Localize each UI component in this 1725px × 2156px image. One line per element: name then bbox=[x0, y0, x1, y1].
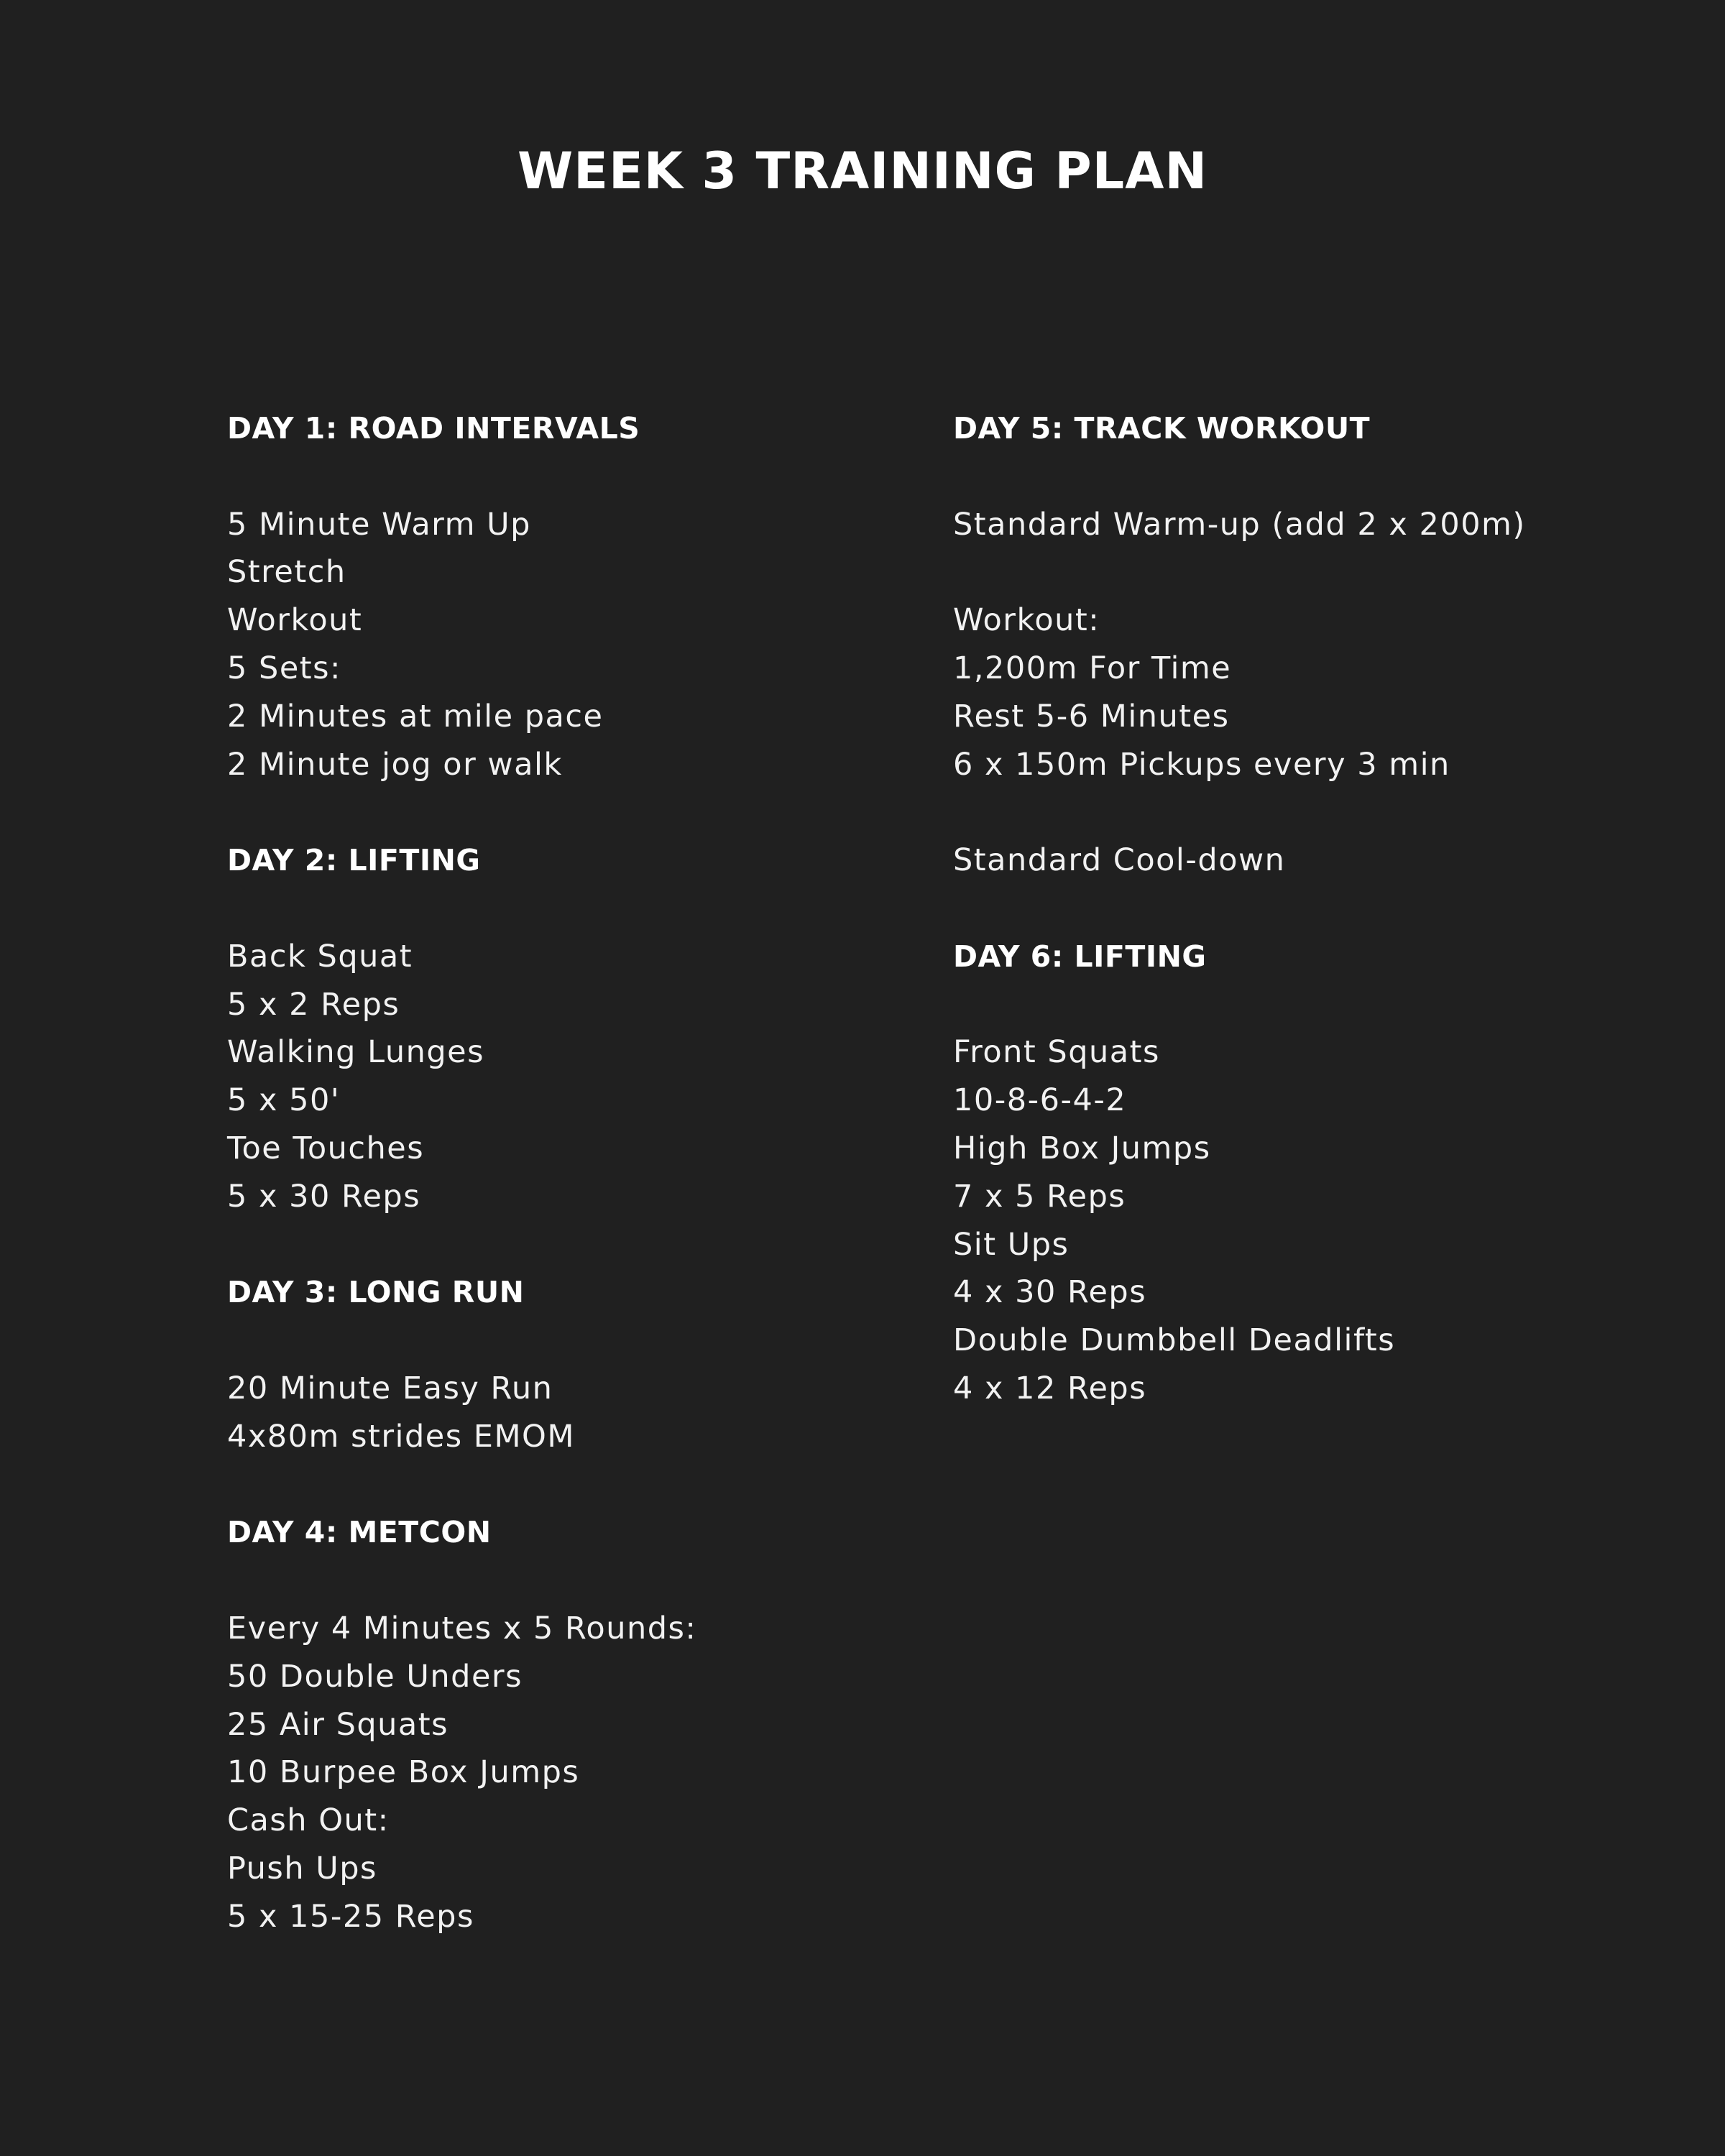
day-1-line: Stretch bbox=[227, 554, 346, 591]
spacer bbox=[227, 453, 932, 501]
day-6-heading: DAY 6: LIFTING bbox=[953, 939, 1207, 974]
day-4-line: 25 Air Squats bbox=[227, 1706, 449, 1743]
spacer bbox=[953, 453, 1657, 501]
day-6-line: 10-8-6-4-2 bbox=[953, 1082, 1127, 1119]
left-column bbox=[227, 405, 932, 1941]
day-6-line: High Box Jumps bbox=[953, 1130, 1211, 1166]
day-6-line: Double Dumbbell Deadlifts bbox=[953, 1322, 1396, 1359]
page-title: WEEK 3 TRAINING PLAN bbox=[517, 142, 1208, 201]
spacer bbox=[227, 1557, 932, 1605]
day-4-line: 10 Burpee Box Jumps bbox=[227, 1754, 580, 1791]
day-4-line: Push Ups bbox=[227, 1850, 377, 1886]
day-1-line: 2 Minutes at mile pace bbox=[227, 698, 604, 734]
day-6-line: 4 x 30 Reps bbox=[953, 1274, 1147, 1311]
day-4-line: 50 Double Unders bbox=[227, 1658, 523, 1695]
day-5-line: Standard Warm-up (add 2 x 200m) bbox=[953, 506, 1526, 543]
spacer bbox=[227, 788, 932, 837]
day-2-heading: DAY 2: LIFTING bbox=[227, 843, 481, 878]
day-2-line: 5 x 2 Reps bbox=[227, 986, 400, 1023]
day-5-line bbox=[953, 788, 1657, 837]
day-2-line: 5 x 50' bbox=[227, 1082, 341, 1119]
day-5-line: Workout: bbox=[953, 602, 1100, 639]
spacer bbox=[953, 885, 1657, 933]
day-5-heading: DAY 5: TRACK WORKOUT bbox=[953, 411, 1371, 446]
right-column bbox=[953, 405, 1657, 1413]
spacer bbox=[227, 1317, 932, 1365]
day-5-line bbox=[953, 548, 1657, 596]
day-4-line: 5 x 15-25 Reps bbox=[227, 1898, 474, 1935]
day-4-line: Every 4 Minutes x 5 Rounds: bbox=[227, 1610, 697, 1646]
spacer bbox=[227, 1221, 932, 1269]
day-1-line: 2 Minute jog or walk bbox=[227, 746, 563, 783]
day-6-line: Front Squats bbox=[953, 1034, 1160, 1071]
day-3-line: 4x80m strides EMOM bbox=[227, 1418, 576, 1455]
spacer bbox=[953, 981, 1657, 1029]
day-1-line: Workout bbox=[227, 602, 363, 639]
day-3-line: 20 Minute Easy Run bbox=[227, 1370, 553, 1406]
day-1-line: 5 Minute Warm Up bbox=[227, 506, 531, 543]
day-1-heading: DAY 1: ROAD INTERVALS bbox=[227, 411, 640, 446]
day-2-line: Walking Lunges bbox=[227, 1034, 484, 1071]
day-2-line: Back Squat bbox=[227, 938, 413, 975]
spacer bbox=[227, 885, 932, 933]
spacer bbox=[227, 1461, 932, 1509]
day-4-line: Cash Out: bbox=[227, 1802, 390, 1839]
day-5-line: Standard Cool-down bbox=[953, 842, 1286, 879]
day-6-line: Sit Ups bbox=[953, 1226, 1070, 1263]
day-1-line: 5 Sets: bbox=[227, 650, 342, 686]
day-5-line: 6 x 150m Pickups every 3 min bbox=[953, 746, 1450, 783]
day-6-line: 4 x 12 Reps bbox=[953, 1370, 1147, 1406]
day-3-heading: DAY 3: LONG RUN bbox=[227, 1275, 525, 1310]
day-5-line: 1,200m For Time bbox=[953, 650, 1232, 686]
day-5-line: Rest 5-6 Minutes bbox=[953, 698, 1230, 734]
day-2-line: Toe Touches bbox=[227, 1130, 425, 1166]
day-4-heading: DAY 4: METCON bbox=[227, 1515, 492, 1550]
day-2-line: 5 x 30 Reps bbox=[227, 1178, 421, 1215]
day-6-line: 7 x 5 Reps bbox=[953, 1178, 1126, 1215]
